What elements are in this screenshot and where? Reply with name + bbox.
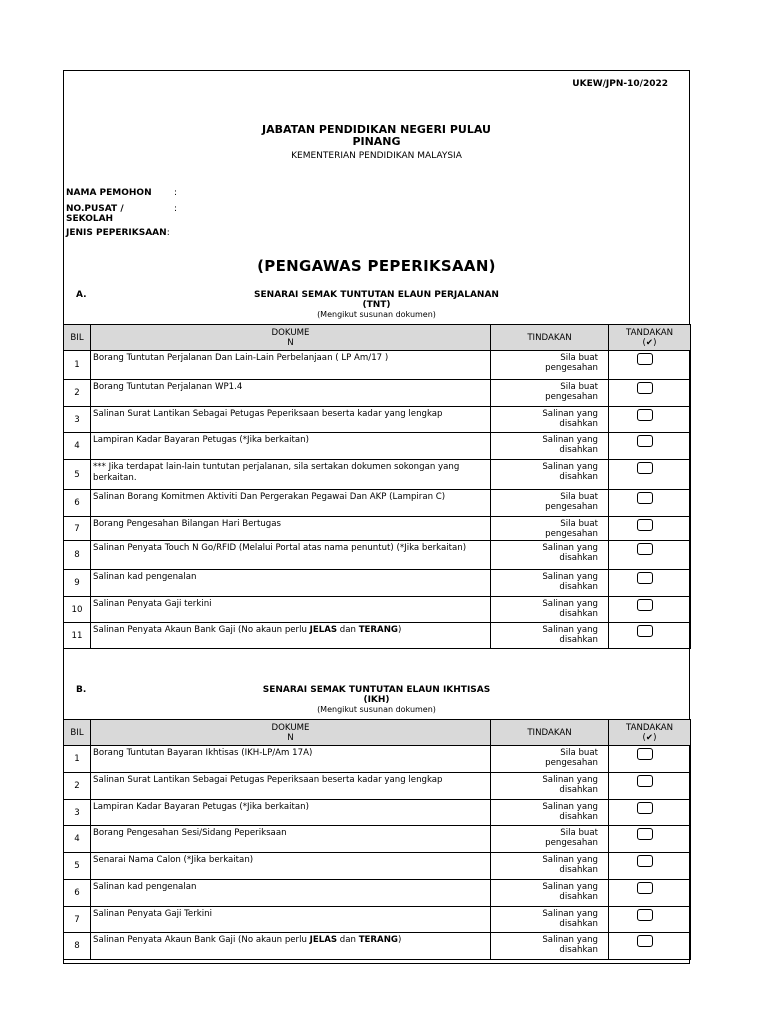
checkbox-cell [609,460,691,490]
table-row [64,570,691,597]
document-name: Salinan Surat Lantikan Sebagai Petugas Peperiksaan beserta kadar yang lengkap [91,773,491,800]
table-row [64,380,691,407]
checkbox[interactable] [637,599,653,611]
checkbox-cell [609,907,691,933]
checkbox[interactable] [637,462,653,474]
row-number: 7 [64,907,91,933]
section-a-heading: SENARAI SEMAK TUNTUTAN ELAUN PERJALANAN (TNT) (Mengikut susunan dokumen) [254,290,499,319]
document-name: Borang Tuntutan Bayaran Ikhtisas (IKH-LP/Am 17A) [91,746,491,773]
table-row [64,597,691,623]
action-required: Sila buat pengesahan [491,746,609,773]
document-name: Senarai Nama Calon (*Jika berkaitan) [91,853,491,880]
document-name: Salinan Penyata Gaji Terkini [91,907,491,933]
document-name: Borang Tuntutan Perjalanan WP1.4 [91,380,491,407]
action-required: Salinan yang disahkan [491,460,609,490]
checkbox[interactable] [637,382,653,394]
table-row [64,460,691,490]
checklist-table-b [63,719,691,960]
action-required: Salinan yang disahkan [491,407,609,433]
checkbox-cell [609,433,691,460]
checkbox[interactable] [637,855,653,867]
field-no-pusat[interactable]: NO.PUSAT / SEKOLAH : [66,204,178,224]
checkbox[interactable] [637,435,653,447]
table-row [64,773,691,800]
action-required: Salinan yang disahkan [491,800,609,826]
table-header-row [64,325,691,351]
section-a-label: A. [76,290,87,300]
checkbox[interactable] [637,492,653,504]
checkbox[interactable] [637,543,653,555]
field-jenis-peperiksaan[interactable]: JENIS PEPERIKSAAN: [66,228,170,238]
table-row [64,880,691,907]
action-required: Salinan yang disahkan [491,773,609,800]
action-required: Sila buat pengesahan [491,490,609,517]
action-required: Salinan yang disahkan [491,570,609,597]
header-tandakan: TANDAKAN (✔) [609,720,691,746]
field-nama-pemohon[interactable]: NAMA PEMOHON : [66,188,178,198]
table-row [64,826,691,853]
action-required: Salinan yang disahkan [491,597,609,623]
checkbox-cell [609,490,691,517]
action-required: Salinan yang disahkan [491,623,609,649]
action-required: Salinan yang disahkan [491,880,609,907]
section-b-label: B. [76,685,87,695]
row-number: 6 [64,880,91,907]
checkbox-cell [609,773,691,800]
checkbox-cell [609,880,691,907]
action-required: Sila buat pengesahan [491,351,609,380]
document-name: Salinan Penyata Akaun Bank Gaji (No akaun perlu JELAS dan TERANG) [91,933,491,960]
checkbox[interactable] [637,519,653,531]
action-required: Salinan yang disahkan [491,933,609,960]
table-row [64,907,691,933]
table-row [64,407,691,433]
action-required: Salinan yang disahkan [491,433,609,460]
checkbox-cell [609,800,691,826]
checkbox-cell [609,380,691,407]
department-line-2: PINANG [352,135,401,148]
header-bil: BIL [64,720,91,746]
action-required: Salinan yang disahkan [491,853,609,880]
checkbox[interactable] [637,909,653,921]
header-dokumen: DOKUME N [91,720,491,746]
row-number: 1 [64,351,91,380]
page-title: (PENGAWAS PEPERIKSAAN) [257,257,496,275]
checkbox-cell [609,407,691,433]
table-row [64,933,691,960]
document-name: Salinan kad pengenalan [91,880,491,907]
row-number: 3 [64,407,91,433]
document-name: Salinan Penyata Touch N Go/RFID (Melalui Portal atas nama penuntut) (*Jika berkaitan) [91,541,491,570]
table-row [64,433,691,460]
checkbox[interactable] [637,935,653,947]
table-row [64,351,691,380]
header-tandakan: TANDAKAN (✔) [609,325,691,351]
row-number: 7 [64,517,91,541]
row-number: 3 [64,800,91,826]
field-label: NO.PUSAT / [66,204,124,214]
checkbox[interactable] [637,882,653,894]
checkbox-cell [609,541,691,570]
action-required: Sila buat pengesahan [491,517,609,541]
checkbox-cell [609,517,691,541]
checkbox[interactable] [637,775,653,787]
row-number: 8 [64,933,91,960]
document-name: Borang Pengesahan Bilangan Hari Bertugas [91,517,491,541]
row-number: 4 [64,433,91,460]
checkbox-cell [609,746,691,773]
row-number: 8 [64,541,91,570]
checkbox[interactable] [637,353,653,365]
header-bil: BIL [64,325,91,351]
table-row [64,800,691,826]
row-number: 5 [64,460,91,490]
checkbox[interactable] [637,572,653,584]
checkbox-cell [609,933,691,960]
section-b-heading: SENARAI SEMAK TUNTUTAN ELAUN IKHTISAS (IKH) (Mengikut susunan dokumen) [262,685,491,714]
checklist-table-a [63,324,691,649]
row-number: 2 [64,773,91,800]
checkbox-cell [609,570,691,597]
document-name: Borang Pengesahan Sesi/Sidang Peperiksaan [91,826,491,853]
field-label: NAMA PEMOHON [66,188,152,198]
header-dokumen: DOKUME N [91,325,491,351]
document-name: Salinan Borang Komitmen Aktiviti Dan Pergerakan Pegawai Dan AKP (Lampiran C) [91,490,491,517]
action-required: Salinan yang disahkan [491,907,609,933]
table-row [64,853,691,880]
field-label: JENIS PEPERIKSAAN [66,228,167,238]
table-header-row [64,720,691,746]
document-name: *** Jika terdapat lain-lain tuntutan perjalanan, sila sertakan dokumen sokongan yang berkaitan. [91,460,491,490]
table-row [64,746,691,773]
department-name [64,124,689,148]
row-number: 2 [64,380,91,407]
action-required: Sila buat pengesahan [491,826,609,853]
checkbox[interactable] [637,748,653,760]
row-number: 1 [64,746,91,773]
checkbox[interactable] [637,625,653,637]
row-number: 11 [64,623,91,649]
form-frame [63,70,690,964]
document-name: Salinan kad pengenalan [91,570,491,597]
ministry-name: KEMENTERIAN PENDIDIKAN MALAYSIA [291,151,462,161]
row-number: 4 [64,826,91,853]
document-name: Salinan Surat Lantikan Sebagai Petugas Peperiksaan beserta kadar yang lengkap [91,407,491,433]
document-name: Lampiran Kadar Bayaran Petugas (*Jika berkaitan) [91,800,491,826]
checkbox-cell [609,826,691,853]
table-row [64,541,691,570]
checkbox[interactable] [637,802,653,814]
checkbox-cell [609,351,691,380]
table-row [64,517,691,541]
checkbox-cell [609,597,691,623]
document-name: Borang Tuntutan Perjalanan Dan Lain-Lain Perbelanjaan ( LP Am/17 ) [91,351,491,380]
checkbox-cell [609,853,691,880]
header-tindakan: TINDAKAN [491,720,609,746]
action-required: Sila buat pengesahan [491,380,609,407]
row-number: 6 [64,490,91,517]
row-number: 9 [64,570,91,597]
field-label: SEKOLAH [66,214,114,224]
document-name: Salinan Penyata Gaji terkini [91,597,491,623]
department-line-1: JABATAN PENDIDIKAN NEGERI PULAU [262,123,491,136]
document-code: UKEW/JPN-10/2022 [572,79,668,89]
row-number: 5 [64,853,91,880]
table-row [64,623,691,649]
checkbox[interactable] [637,409,653,421]
document-name: Salinan Penyata Akaun Bank Gaji (No akaun perlu JELAS dan TERANG) [91,623,491,649]
action-required: Salinan yang disahkan [491,541,609,570]
checkbox[interactable] [637,828,653,840]
row-number: 10 [64,597,91,623]
header-tindakan: TINDAKAN [491,325,609,351]
checkbox-cell [609,623,691,649]
table-row [64,490,691,517]
document-name: Lampiran Kadar Bayaran Petugas (*Jika berkaitan) [91,433,491,460]
